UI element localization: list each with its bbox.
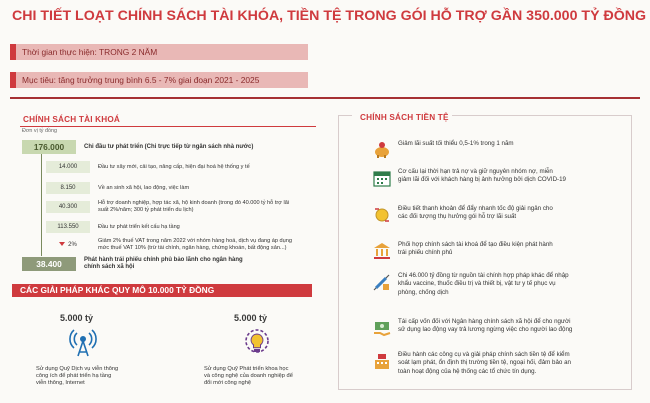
- monetary-text-line: Chi 46.000 tỷ đồng từ nguồn tài chính hợp pháp khác để nhập: [398, 272, 569, 279]
- fiscal-text: Đầu tư phát triển kết cấu hạ tầng: [98, 223, 180, 230]
- calendar-icon: [372, 168, 392, 188]
- fiscal-row: [46, 200, 346, 214]
- monetary-text-line: các đối tượng thụ hưởng gói hỗ trợ lãi suất: [398, 213, 517, 221]
- fiscal-value: 40.300: [46, 201, 90, 213]
- duration-text: Thời gian thực hiện: TRONG 2 NĂM: [22, 47, 158, 57]
- solution-text-line: đổi mới công nghệ: [204, 380, 252, 387]
- fiscal-text: [90, 238, 292, 252]
- duration-pill: [10, 44, 308, 60]
- monetary-text-line: khẩu vaccine, thuốc điều trị và thiết bị, vật tư y tế phục vụ: [398, 280, 556, 288]
- goal-text: Mục tiêu: tăng trưởng trung bình 6.5 - 7% giai đoạn 2021 - 2025: [22, 75, 260, 85]
- signal-tower-icon: [68, 328, 98, 358]
- fiscal-text-line: suất 2%/năm; 300 tỷ phát triển du lịch): [98, 206, 194, 213]
- monetary-text-line: Phối hợp chính sách tài khoá để tạo điều kiện phát hành: [398, 241, 553, 248]
- lightbulb-gear-icon: [242, 328, 272, 358]
- fiscal-text-line: Phát hành trái phiếu chính phủ bảo lãnh cho ngân hàng: [84, 257, 243, 264]
- money-hand-icon: [372, 318, 392, 338]
- monetary-text-line: trái phiếu chính phủ: [398, 249, 453, 257]
- fiscal-text-line: chính sách xã hội: [84, 264, 135, 270]
- fiscal-row: [22, 257, 322, 271]
- pill-marker: [10, 72, 16, 88]
- monetary-item: [372, 351, 622, 376]
- monetary-text-line: Tái cấp vốn đối với Ngân hàng chính sách xã hội để cho người: [398, 318, 571, 325]
- fiscal-row: [46, 221, 346, 233]
- fiscal-text-line: Giảm 2% thuế VAT trong năm 2022 với nhóm hàng hoá, dịch vụ đang áp dụng: [98, 238, 292, 244]
- fiscal-row: [46, 161, 346, 173]
- monetary-text-line: sử dụng lao động vay trả lương ngừng việc cho người lao động: [398, 326, 573, 334]
- fiscal-value-box: [46, 239, 90, 251]
- fiscal-text-line: Hỗ trợ doanh nghiệp, hợp tác xã, hộ kinh doanh (trong đó 40.000 tỷ hỗ trợ lãi: [98, 200, 290, 206]
- fiscal-text: Về an sinh xã hội, lao động, việc làm: [98, 184, 190, 191]
- cash-register-icon: [372, 351, 392, 371]
- monetary-text-line: soát lạm phát, ổn định thị trường tiền tệ, ngoại hối, đảm bảo an: [398, 359, 571, 367]
- monetary-item: [372, 205, 622, 225]
- fiscal-row: [22, 140, 322, 154]
- coin-transfer-icon: [372, 205, 392, 225]
- goal-pill: [10, 72, 308, 88]
- solution-value: 5.000 tỷ: [60, 313, 94, 323]
- monetary-item: [372, 168, 622, 188]
- fiscal-value: 8.150: [46, 182, 90, 194]
- fiscal-value: 2%: [68, 241, 77, 248]
- solution-text-line: Sử dụng Quỹ Dịch vụ viễn thông: [36, 366, 119, 372]
- fiscal-value: 14.000: [46, 161, 90, 173]
- monetary-text: [398, 272, 569, 297]
- piggy-bank-icon: [372, 140, 392, 160]
- down-arrow-icon: [59, 242, 65, 246]
- fiscal-row: [46, 182, 346, 194]
- monetary-text: [398, 140, 514, 148]
- monetary-item: [372, 272, 622, 297]
- monetary-text-line: phòng, chống dịch: [398, 288, 449, 296]
- fiscal-text: Chi đầu tư phát triển (Chi trực tiếp từ ngân sách nhà nước): [84, 143, 254, 150]
- monetary-text: [398, 241, 553, 258]
- fiscal-text: Đầu tư xây mới, cải tạo, nâng cấp, hiện đại hoá hệ thống y tế: [98, 163, 250, 170]
- fiscal-text-line: mức thuế VAT 10% (trừ tài chính, ngân hàng, chứng khoán, bất động sản...): [98, 244, 287, 251]
- fiscal-text: [76, 257, 243, 271]
- section-divider: [10, 97, 640, 99]
- unit-label: Đơn vị tỷ đồng: [22, 128, 57, 134]
- monetary-text-line: giảm lãi đối với khách hàng bị ảnh hưởng bởi dịch COVID-19: [398, 176, 566, 184]
- fiscal-value: 113.550: [46, 221, 90, 233]
- monetary-item: [372, 241, 622, 261]
- monetary-item: [372, 318, 622, 338]
- fiscal-text: [90, 200, 289, 214]
- bank-icon: [372, 241, 392, 261]
- vaccine-icon: [372, 272, 392, 292]
- pill-marker: [10, 44, 16, 60]
- solution-text-line: công ích để phát triển hạ tầng: [36, 373, 112, 380]
- monetary-item: [372, 140, 622, 160]
- page-title: CHI TIẾT LOẠT CHÍNH SÁCH TÀI KHÓA, TIỀN TỆ TRONG GÓI HỖ TRỢ GẦN 350.000 TỶ ĐỒNG: [12, 8, 647, 24]
- monetary-text-line: Giảm lãi suất tối thiểu 0,5-1% trong 1 năm: [398, 140, 514, 147]
- monetary-text: [398, 205, 553, 222]
- solution-text-line: viễn thông, Internet: [36, 380, 85, 387]
- fiscal-row: [46, 238, 346, 252]
- monetary-heading: CHÍNH SÁCH TIỀN TỆ: [352, 112, 452, 124]
- monetary-text-line: Điều tiết thanh khoản để đẩy nhanh tốc độ giải ngân cho: [398, 205, 553, 212]
- monetary-text: [398, 351, 571, 376]
- fiscal-value: 38.400: [22, 257, 76, 271]
- solution-text: [204, 366, 320, 388]
- fiscal-underline: [20, 126, 316, 127]
- fiscal-bracket: [41, 149, 42, 256]
- fiscal-value: 176.000: [22, 140, 76, 154]
- solution-value: 5.000 tỷ: [234, 313, 268, 323]
- fiscal-heading: CHÍNH SÁCH TÀI KHOÁ: [23, 115, 121, 124]
- solution-text-line: và công nghệ của doanh nghiệp để: [204, 373, 293, 380]
- monetary-text-line: Cơ cấu lại thời hạn trả nợ và giữ nguyên nhóm nợ, miễn: [398, 168, 553, 175]
- solution-text-line: Sử dụng Quỹ Phát triển khoa học: [204, 366, 289, 372]
- monetary-text: [398, 168, 566, 185]
- solution-text: [36, 366, 152, 388]
- monetary-text: [398, 318, 572, 335]
- monetary-text-line: toàn hoạt động của hệ thống các tổ chức tín dụng.: [398, 367, 537, 375]
- solutions-heading: CÁC GIẢI PHÁP KHÁC QUY MÔ 10.000 TỶ ĐỒNG: [12, 284, 312, 297]
- monetary-text-line: Điều hành các công cụ và giải pháp chính sách tiền tệ để kiểm: [398, 351, 570, 358]
